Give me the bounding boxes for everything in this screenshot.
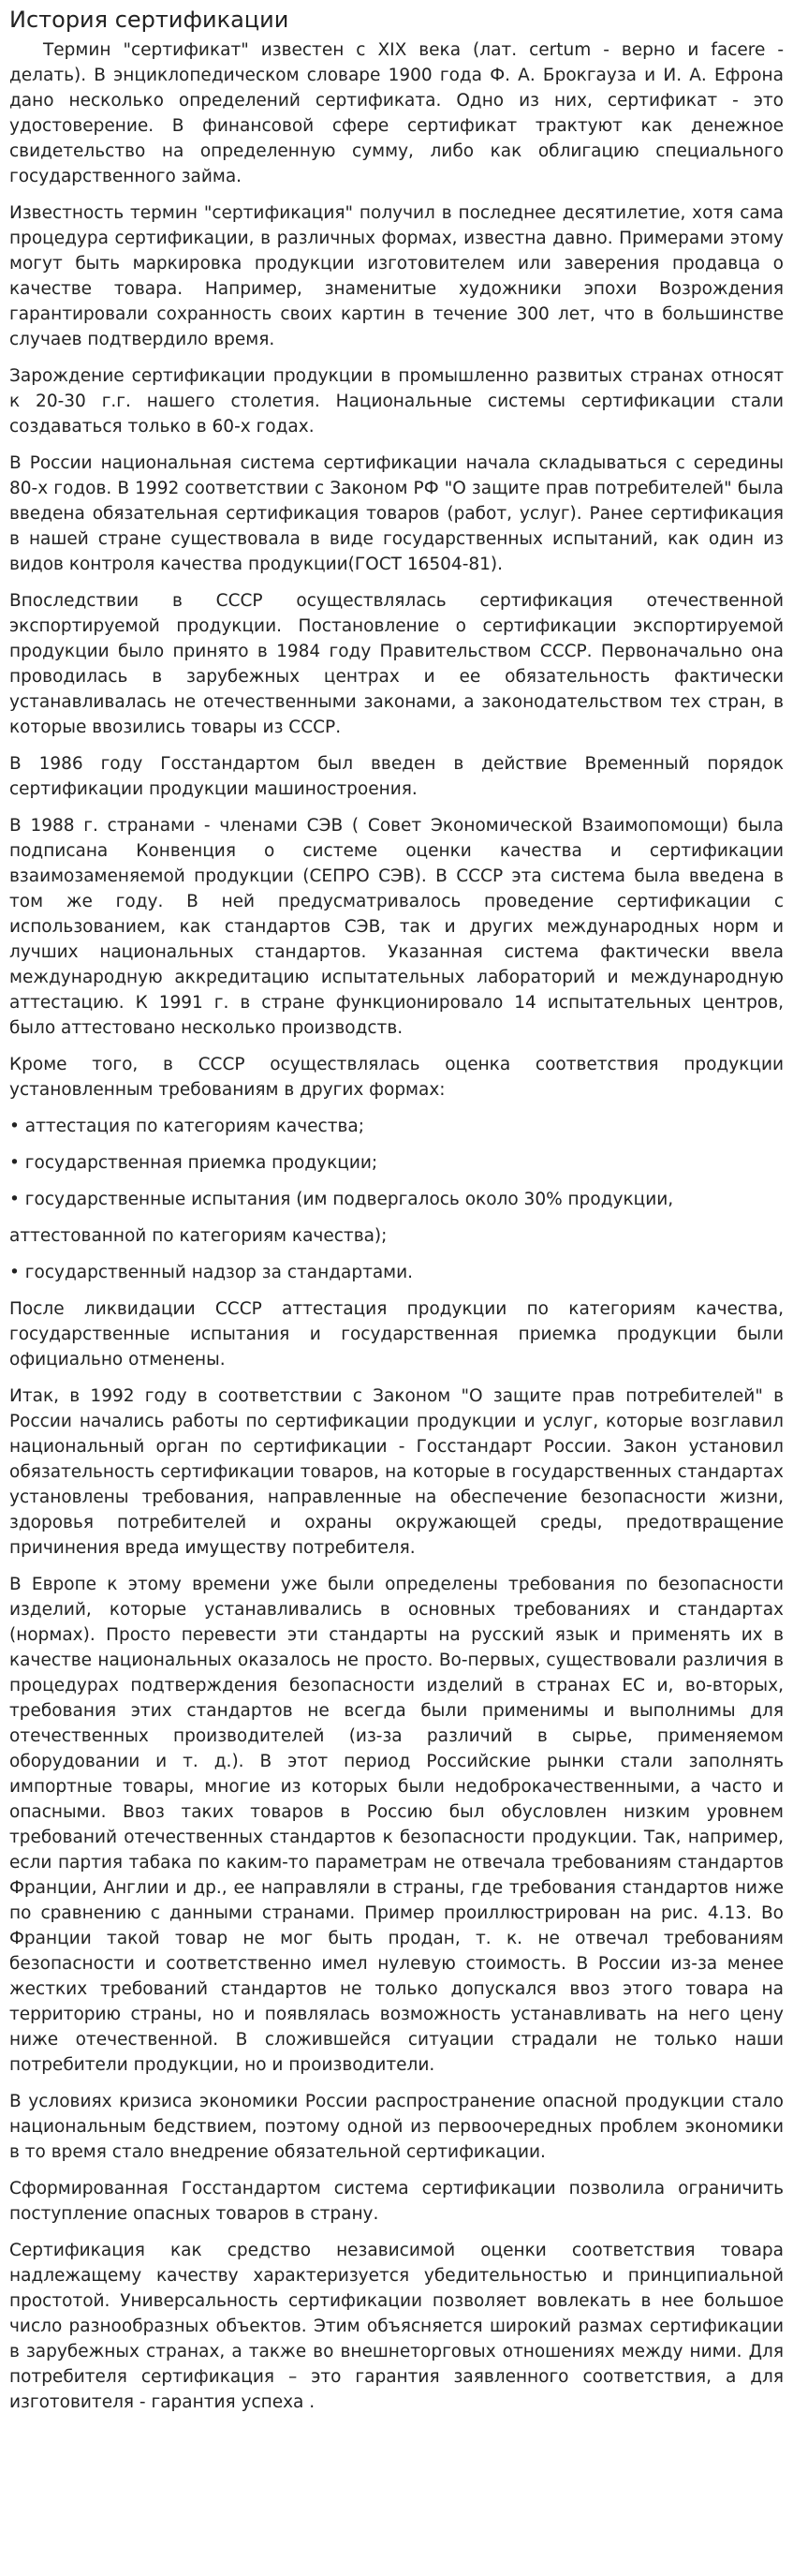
paragraph: В 1986 году Госстандартом был введен в действие Временный порядок сертификации продукции машиностроения. (9, 754, 784, 799)
paragraph: После ликвидации СССР аттестация продукции по категориям качества, государственные испытания и государственная приемка продукции были официально отменены. (9, 1299, 784, 1369)
paragraph: В России национальная система сертификации начала складываться с середины 80-х годов. В 1992 соответствии с Законом РФ "О защите прав потребителей" была введена обязательная сертификация товаров (работ, услуг). Ранее сертификация в нашей стране существовала в виде государственных испытаний, как один из видов контроля качества продукции(ГОСТ 16504-81). (9, 453, 784, 574)
bullet-item: • аттестация по категориям качества; (9, 1117, 364, 1136)
bullet-item: • государственный надзор за стандартами. (9, 1263, 414, 1282)
page-title: История сертификации (9, 7, 289, 33)
bullet-item-continuation: аттестованной по категориям качества); (9, 1226, 388, 1246)
bullet-item: • государственная приемка продукции; (9, 1153, 378, 1173)
bullet-item: • государственные испытания (им подвергалось около 30% продукции, (9, 1190, 674, 1209)
paragraph: В условиях кризиса экономики России распространение опасной продукции стало национальным бедствием, поэтому одной из первоочередных проблем экономики в то время стало внедрение обязательной сертификации. (9, 2092, 784, 2162)
paragraph: Сертификация как средство независимой оценки соответствия товара надлежащему качеству характеризуется убедительностью и принципиальной простотой. Универсальность сертификации позволяет вовлекать в нее большое число разнообразных объектов. Этим объясняется широкий размах сертификации в зарубежных странах, а также во внешнеторговых отношениях между ними. Для потребителя сертификация – это гарантия заявленного соответствия, а для изготовителя - гарантия успеха . (9, 2241, 784, 2412)
paragraph-intro: Термин "сертификат" известен с XIX века (лат. certum - верно и facere - делать). В энциклопедическом словаре 1900 года Ф. А. Брокгауза и И. А. Ефрона дано несколько определений сертификата. Одно из них, сертификат - это удостоверение. В финансовой сфере сертификат трактуют как денежное свидетельство на определенную сумму, либо как облигацию специального государственного займа. (9, 40, 784, 186)
paragraph: Сформированная Госстандартом система сертификации позволила ограничить поступление опасных товаров в страну. (9, 2179, 784, 2224)
paragraph: Впоследствии в СССР осуществлялась сертификация отечественной экспортируемой продукции. Постановление о сертификации экспортируемой продукции было принято в 1984 году Правительством СССР. Первоначально она проводилась в зарубежных центрах и ее обязательность фактически устанавливалась не отечественными законами, а законодательством тех стран, в которые ввозились товары из СССР. (9, 591, 784, 737)
paragraph: Кроме того, в СССР осуществлялась оценка соответствия продукции установленным требованиям в других формах: (9, 1055, 784, 1100)
paragraph: В Европе к этому времени уже были определены требования по безопасности изделий, которые устанавливались в основных требованиях и стандартах (нормах). Просто перевести эти стандарты на русский язык и применять их в качестве национальных оказалось не просто. Во-первых, существовали различия в процедурах подтверждения безопасности изделий в странах ЕС и, во-вторых, требования этих стандартов не всегда были применимы и выполнимы для отечественных производителей (из-за различий в сырье, применяемом оборудовании и т. д.). В этот период Российские рынки стали заполнять импортные товары, многие из которых были недоброкачественными, а часто и опасными. Ввоз таких товаров в Россию был обусловлен низким уровнем требований отечественных стандартов к безопасности продукции. Так, например, если партия табака по каким-то параметрам не отвечала требованиям стандартов Франции, Англии и др., ее направляли в страны, где требования стандартов ниже по сравнению с данными странами. Пример проиллюстрирован на рис. 4.13. Во Франции такой товар не мог быть продан, т. к. не отвечал требованиям безопасности и соответственно имел нулевую стоимость. В России из-за менее жестких требований стандартов не только допускался ввоз этого товара на территорию страны, но и появлялась возможность устанавливать на него цену ниже отечественной. В сложившейся ситуации страдали не только наши потребители продукции, но и производители. (9, 1575, 784, 2075)
paragraph: Зарождение сертификации продукции в промышленно развитых странах относят к 20-30 г.г. нашего столетия. Национальные системы сертификации стали создаваться только в 60-х годах. (9, 366, 784, 437)
paragraph: В 1988 г. странами - членами СЭВ ( Совет Экономической Взаимопомощи) была подписана Конвенция о системе оценки качества и сертификации взаимозаменяемой продукции (СЕПРО СЭВ). В СССР эта система была введена в том же году. В ней предусматривалось проведение сертификации с использованием, как стандартов СЭВ, так и других международных норм и лучших национальных стандартов. Указанная система фактически ввела международную аккредитацию испытательных лабораторий и международную аттестацию. К 1991 г. в стране функционировало 14 испытательных центров, было аттестовано несколько производств. (9, 816, 784, 1038)
paragraph: Известность термин "сертификация" получил в последнее десятилетие, хотя сама процедура сертификации, в различных формах, известна давно. Примерами этому могут быть маркировка продукции изготовителем или заверения продавца о качестве товара. Например, знаменитые художники эпохи Возрождения гарантировали сохранность своих картин в течение 300 лет, что в большинстве случаев подтвердило время. (9, 203, 784, 349)
paragraph: Итак, в 1992 году в соответствии с Законом "О защите прав потребителей" в России начались работы по сертификации продукции и услуг, которые возглавил национальный орган по сертификации - Госстандарт России. Закон установил обязательность сертификации товаров, на которые в государственных стандартах установлены требования, направленные на обеспечение безопасности жизни, здоровья потребителей и охраны окружающей среды, предотвращение причинения вреда имуществу потребителя. (9, 1386, 784, 1558)
